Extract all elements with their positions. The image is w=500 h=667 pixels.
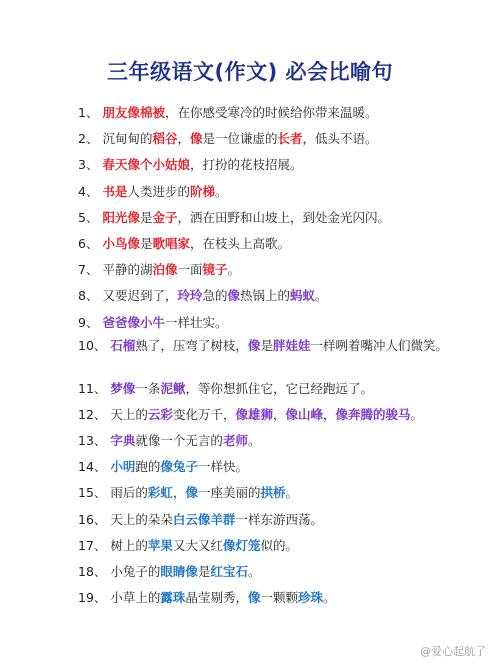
sentence-text: 。 bbox=[285, 485, 299, 501]
highlight-text: 玲玲 bbox=[177, 288, 203, 304]
highlight-text: 像 bbox=[190, 131, 203, 147]
item-number: 17、 bbox=[78, 537, 107, 553]
highlight-text: 小鸟像 bbox=[102, 235, 140, 251]
highlight-text: 红宝石 bbox=[210, 564, 248, 579]
sentence-text: ，洒在田野和山坡上，到处金光闪闪。 bbox=[177, 209, 391, 225]
item-number: 1、 bbox=[78, 105, 99, 120]
watermark: @爱心起航了 bbox=[420, 645, 486, 658]
sentence-text: 雨后的 bbox=[110, 485, 148, 501]
sentence-text: 。 bbox=[227, 262, 241, 278]
item-number: 14、 bbox=[78, 459, 107, 475]
sentence-text: 。 bbox=[247, 564, 261, 579]
item-number: 3、 bbox=[78, 157, 99, 173]
list-item bbox=[78, 559, 478, 585]
list-item bbox=[78, 310, 478, 336]
item-number: 8、 bbox=[78, 288, 99, 304]
sentence-text: ，在枝头上高歌。 bbox=[190, 235, 291, 251]
sentence-text: 是 bbox=[197, 564, 211, 579]
list-item bbox=[78, 585, 478, 611]
list-item bbox=[78, 231, 478, 257]
sentence-text: ， bbox=[323, 406, 336, 422]
item-number: 13、 bbox=[78, 433, 107, 449]
item-number: 9、 bbox=[78, 314, 99, 330]
sentence-text: ， bbox=[177, 131, 190, 147]
list-item bbox=[78, 205, 478, 231]
list-item bbox=[78, 152, 478, 178]
list-item bbox=[78, 283, 478, 309]
item-number: 12、 bbox=[78, 406, 107, 422]
list-item bbox=[78, 402, 478, 428]
list-item bbox=[78, 126, 478, 152]
item-number: 15、 bbox=[78, 485, 107, 501]
sentence-text: 又大又红 bbox=[172, 537, 223, 553]
item-number: 5、 bbox=[78, 209, 99, 225]
highlight-text: 像兔子 bbox=[160, 459, 198, 475]
sentence-text: 熟了，压弯了树枝， bbox=[135, 337, 248, 353]
item-number: 10、 bbox=[78, 337, 107, 353]
item-number: 18、 bbox=[78, 564, 107, 579]
sentence-text: 跑的 bbox=[135, 459, 161, 475]
highlight-text: 像奔腾的骏马 bbox=[335, 406, 411, 422]
sentence-text: 。 bbox=[315, 288, 328, 304]
sentence-text: 人类进步的 bbox=[127, 183, 190, 199]
page-title: 三年级语文(作文) 必会比喻句 bbox=[106, 60, 393, 84]
sentence-text: 又要迟到了， bbox=[102, 288, 178, 304]
list-item bbox=[78, 480, 478, 506]
highlight-text: 露珠 bbox=[160, 590, 186, 606]
highlight-text: 镜子 bbox=[202, 262, 228, 278]
sentence-text: 变化万千， bbox=[172, 406, 236, 422]
list-item bbox=[78, 428, 478, 454]
sentence-text: 急的 bbox=[202, 288, 228, 304]
sentence-text: 。 bbox=[247, 433, 261, 449]
sentence-text: 沉甸甸的 bbox=[102, 131, 153, 147]
highlight-text: 泊像 bbox=[152, 262, 178, 278]
highlight-text: 梦像 bbox=[110, 380, 136, 396]
highlight-text: 拱桥 bbox=[260, 485, 286, 501]
sentence-text: 一座美丽的 bbox=[197, 485, 261, 501]
item-number: 6、 bbox=[78, 235, 99, 251]
sentence-text: ，等你想抓住它，它已经跑远了。 bbox=[185, 380, 373, 396]
highlight-text: 阶梯 bbox=[189, 183, 215, 199]
item-number: 2、 bbox=[78, 131, 99, 147]
sentence-text: 晶莹剔秀， bbox=[185, 590, 248, 606]
sentence-text: ， bbox=[172, 485, 186, 501]
sentence-text: 一样快。 bbox=[197, 459, 248, 475]
highlight-text: 金子 bbox=[152, 209, 178, 225]
sentence-text: 。 bbox=[410, 406, 424, 422]
list-item bbox=[78, 257, 478, 283]
sentence-text: 就像一个无言的 bbox=[135, 433, 223, 449]
item-number: 16、 bbox=[78, 511, 107, 527]
highlight-text: 珍珠 bbox=[297, 590, 323, 606]
sentence-text: 树上的 bbox=[110, 537, 148, 553]
highlight-text: 像 bbox=[185, 485, 198, 501]
highlight-text: 朋友像棉被 bbox=[102, 105, 165, 120]
sentence-text: 是 bbox=[139, 209, 153, 225]
sentence-text: 是 bbox=[260, 337, 273, 353]
sentence-text: 一条 bbox=[135, 380, 161, 396]
highlight-text: 稻谷 bbox=[152, 131, 178, 147]
sentence-text: ， bbox=[272, 406, 286, 422]
highlight-text: 像 bbox=[227, 288, 241, 304]
highlight-text: 爸爸像小牛 bbox=[102, 314, 165, 330]
highlight-text: 阳光像 bbox=[102, 209, 140, 225]
list-item bbox=[78, 100, 478, 126]
sentence-text: 小兔子的 bbox=[110, 564, 161, 579]
sentence-text: 一样咧着嘴冲人们微笑。 bbox=[310, 337, 448, 353]
highlight-text: 像 bbox=[247, 337, 261, 353]
item-number: 7、 bbox=[78, 262, 99, 278]
highlight-text: 眼睛像 bbox=[160, 564, 198, 579]
sentence-text: 天上的朵朵 bbox=[110, 511, 173, 527]
item-number: 11、 bbox=[78, 380, 107, 396]
list-item bbox=[78, 179, 478, 205]
list-item bbox=[78, 533, 478, 559]
list-item bbox=[78, 507, 478, 533]
sentence-text: 天上的 bbox=[110, 406, 148, 422]
highlight-text: 石榴 bbox=[110, 337, 136, 353]
sentence-text: ，低头不语。 bbox=[302, 131, 378, 147]
highlight-text: 小明 bbox=[110, 459, 136, 475]
sentence-text: 一样壮实。 bbox=[164, 314, 228, 330]
highlight-text: 蚂蚁 bbox=[290, 288, 316, 304]
sentence-text: 一颗颗 bbox=[260, 590, 298, 606]
highlight-text: 像山峰 bbox=[285, 406, 323, 422]
highlight-text: 像灯笼 bbox=[222, 537, 261, 553]
highlight-text: 像雄狮 bbox=[235, 406, 273, 422]
highlight-text: 春天像个小姑娘 bbox=[102, 157, 190, 173]
sentence-text: 似的。 bbox=[260, 537, 298, 553]
highlight-text: 胖娃娃 bbox=[272, 337, 311, 353]
sentence-text: 是 bbox=[139, 235, 153, 251]
sentence-text: ，打扮的花枝招展。 bbox=[189, 157, 303, 173]
highlight-text: 苹果 bbox=[147, 537, 173, 553]
sentence-text: ，在你感受寒冷的时候给你带来温暖。 bbox=[164, 105, 378, 120]
simile-list bbox=[78, 100, 478, 611]
sentence-text: 是一位谦虚的 bbox=[202, 131, 278, 147]
sentence-text: 热锅上的 bbox=[240, 288, 291, 304]
highlight-text: 长者 bbox=[277, 131, 303, 147]
sentence-text: 平静的湖 bbox=[102, 262, 153, 278]
highlight-text: 泥鳅 bbox=[160, 380, 186, 396]
highlight-text: 白云像羊群 bbox=[172, 511, 236, 527]
sentence-text: 一面 bbox=[177, 262, 203, 278]
item-number: 19、 bbox=[78, 590, 107, 606]
highlight-text: 云彩 bbox=[147, 406, 173, 422]
highlight-text: 歌唱家 bbox=[152, 235, 190, 251]
highlight-text: 彩虹 bbox=[147, 485, 173, 501]
list-item bbox=[78, 336, 478, 376]
sentence-text: 一样东游西荡。 bbox=[235, 511, 323, 527]
highlight-text: 像 bbox=[247, 590, 261, 606]
highlight-text: 老师 bbox=[222, 433, 248, 449]
item-number: 4、 bbox=[78, 183, 99, 199]
highlight-text: 字典 bbox=[110, 433, 136, 449]
sentence-text: 。 bbox=[215, 183, 228, 199]
list-item bbox=[78, 376, 478, 402]
list-item bbox=[78, 454, 478, 480]
highlight-text: 书是 bbox=[102, 183, 128, 199]
sentence-text: 小草上的 bbox=[110, 590, 161, 606]
sentence-text: 。 bbox=[323, 590, 336, 606]
